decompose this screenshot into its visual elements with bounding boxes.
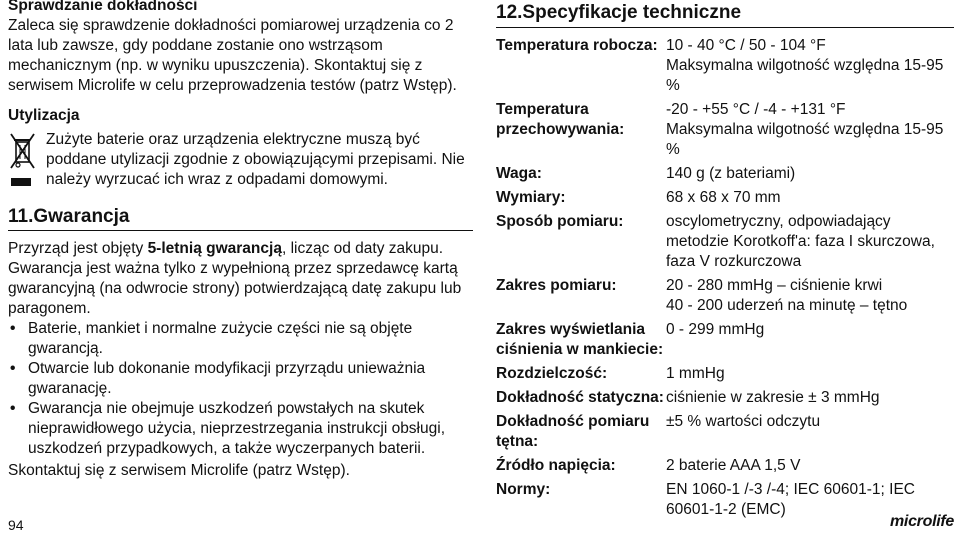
spec-value (666, 164, 954, 184)
spec-value (666, 320, 954, 360)
spec-label: Wymiary: (496, 189, 566, 206)
spec-value (666, 388, 954, 408)
spec-value-line: 140 g (z bateriami) (666, 165, 796, 182)
warranty-intro: Przyrząd jest objęty 5-letnią gwarancją, licząc od daty zakupu. (8, 240, 444, 257)
disposal-block (8, 130, 473, 192)
spec-value (666, 456, 954, 476)
spec-value-line: 68 x 68 x 70 mm (666, 189, 781, 206)
spec-label: Dokładność pomiaru tętna: (496, 413, 650, 450)
spec-value (666, 36, 954, 96)
spec-value (666, 276, 954, 316)
spec-value (666, 412, 954, 452)
spec-value (666, 364, 954, 384)
spec-label: Rozdzielczość: (496, 365, 608, 382)
spec-value-line: 10 - 40 °C / 50 - 104 °F (666, 37, 826, 54)
list-item: • Gwarancja nie obejmuje uszkodzeń powstałych na skutek nieprawidłowego użycia, nieprzestrzegania instrukcji obsługi, uszkodzeń przypadkowych, a także wyczerpanych baterii. (8, 399, 473, 459)
spec-label: Normy: (496, 481, 551, 498)
spec-value-line: ciśnienie w zakresie ± 3 mmHg (666, 389, 880, 406)
spec-label: Waga: (496, 165, 542, 182)
left-column (8, 0, 473, 481)
accuracy-check-text: Zaleca się sprawdzenie dokładności pomiarowej urządzenia co 2 lata lub zawsze, gdy poddane zostanie ono wstrząsom mechanicznym (np. w wyniku upuszczenia). Skontaktuj się z serwisem Microlife w celu przeprowadzenia testów (patrz Wstęp). (8, 17, 457, 94)
crossed-bin-icon (8, 130, 46, 192)
right-column (496, 0, 954, 520)
brand-logo: microlife (890, 513, 954, 530)
disposal-text: Zużyte baterie oraz urządzenia elektryczne muszą być poddane utylizacji zgodnie z obowiązującymi przepisami. Nie należy wyrzucać ich wraz z odpadami domowymi. (46, 131, 465, 188)
spec-label: Temperatura robocza: (496, 37, 658, 54)
contact-text: Skontaktuj się z serwisem Microlife (patrz Wstęp). (8, 462, 350, 479)
disposal-heading: Utylizacja (8, 107, 80, 124)
spec-value-line: ±5 % wartości odczytu (666, 413, 821, 430)
page-number: 94 (8, 517, 24, 533)
spec-label: Temperatura przechowywania: (496, 101, 625, 138)
spec-heading: 12.Specyfikacje techniczne (496, 0, 954, 28)
warranty-exclusions (8, 319, 473, 459)
spec-value-line: 1 mmHg (666, 365, 725, 382)
warranty-heading: 11.Gwarancja (8, 206, 473, 231)
spec-value (666, 188, 954, 208)
spec-value-line: 0 - 299 mmHg (666, 321, 765, 338)
list-item: • Baterie, mankiet i normalne zużycie części nie są objęte gwarancją. (8, 319, 473, 359)
accuracy-check-heading: Sprawdzanie dokładności (8, 0, 198, 14)
spec-value-line: 20 - 280 mmHg – ciśnienie krwi (666, 277, 883, 294)
spec-value-line: Maksymalna wilgotność względna 15-95 % (666, 57, 944, 94)
spec-value (666, 100, 954, 160)
spec-value-line: -20 - +55 °C / -4 - +131 °F (666, 101, 846, 118)
spec-value-line: EN 1060-1 /-3 /-4; IEC 60601-1; IEC 60601-1-2 (EMC) (666, 481, 915, 518)
spec-value-line: 2 baterie AAA 1,5 V (666, 457, 801, 474)
spec-label: Dokładność statyczna: (496, 389, 664, 406)
spec-label: Sposób pomiaru: (496, 213, 624, 230)
spec-table (496, 36, 954, 520)
spec-label: Zakres wyświetlania ciśnienia w mankiecie: (496, 321, 664, 358)
spec-value-line: oscylometryczny, odpowiadający metodzie Korotkoff'a: faza I skurczowa, faza V rozkurczowa (666, 213, 935, 270)
spec-label: Źródło napięcia: (496, 457, 616, 474)
warranty-validity: Gwarancja jest ważna tylko z wypełnioną przez sprzedawcę kartą gwarancyjną (na odwrocie strony) potwierdzającą datę zakupu lub paragonem. (8, 260, 462, 317)
spec-label: Zakres pomiaru: (496, 277, 617, 294)
list-item: • Otwarcie lub dokonanie modyfikacji przyrządu unieważnia gwaranację. (8, 359, 473, 399)
spec-value-line: Maksymalna wilgotność względna 15-95 % (666, 121, 944, 158)
spec-value-line: 40 - 200 uderzeń na minutę – tętno (666, 297, 908, 314)
spec-value (666, 212, 954, 272)
